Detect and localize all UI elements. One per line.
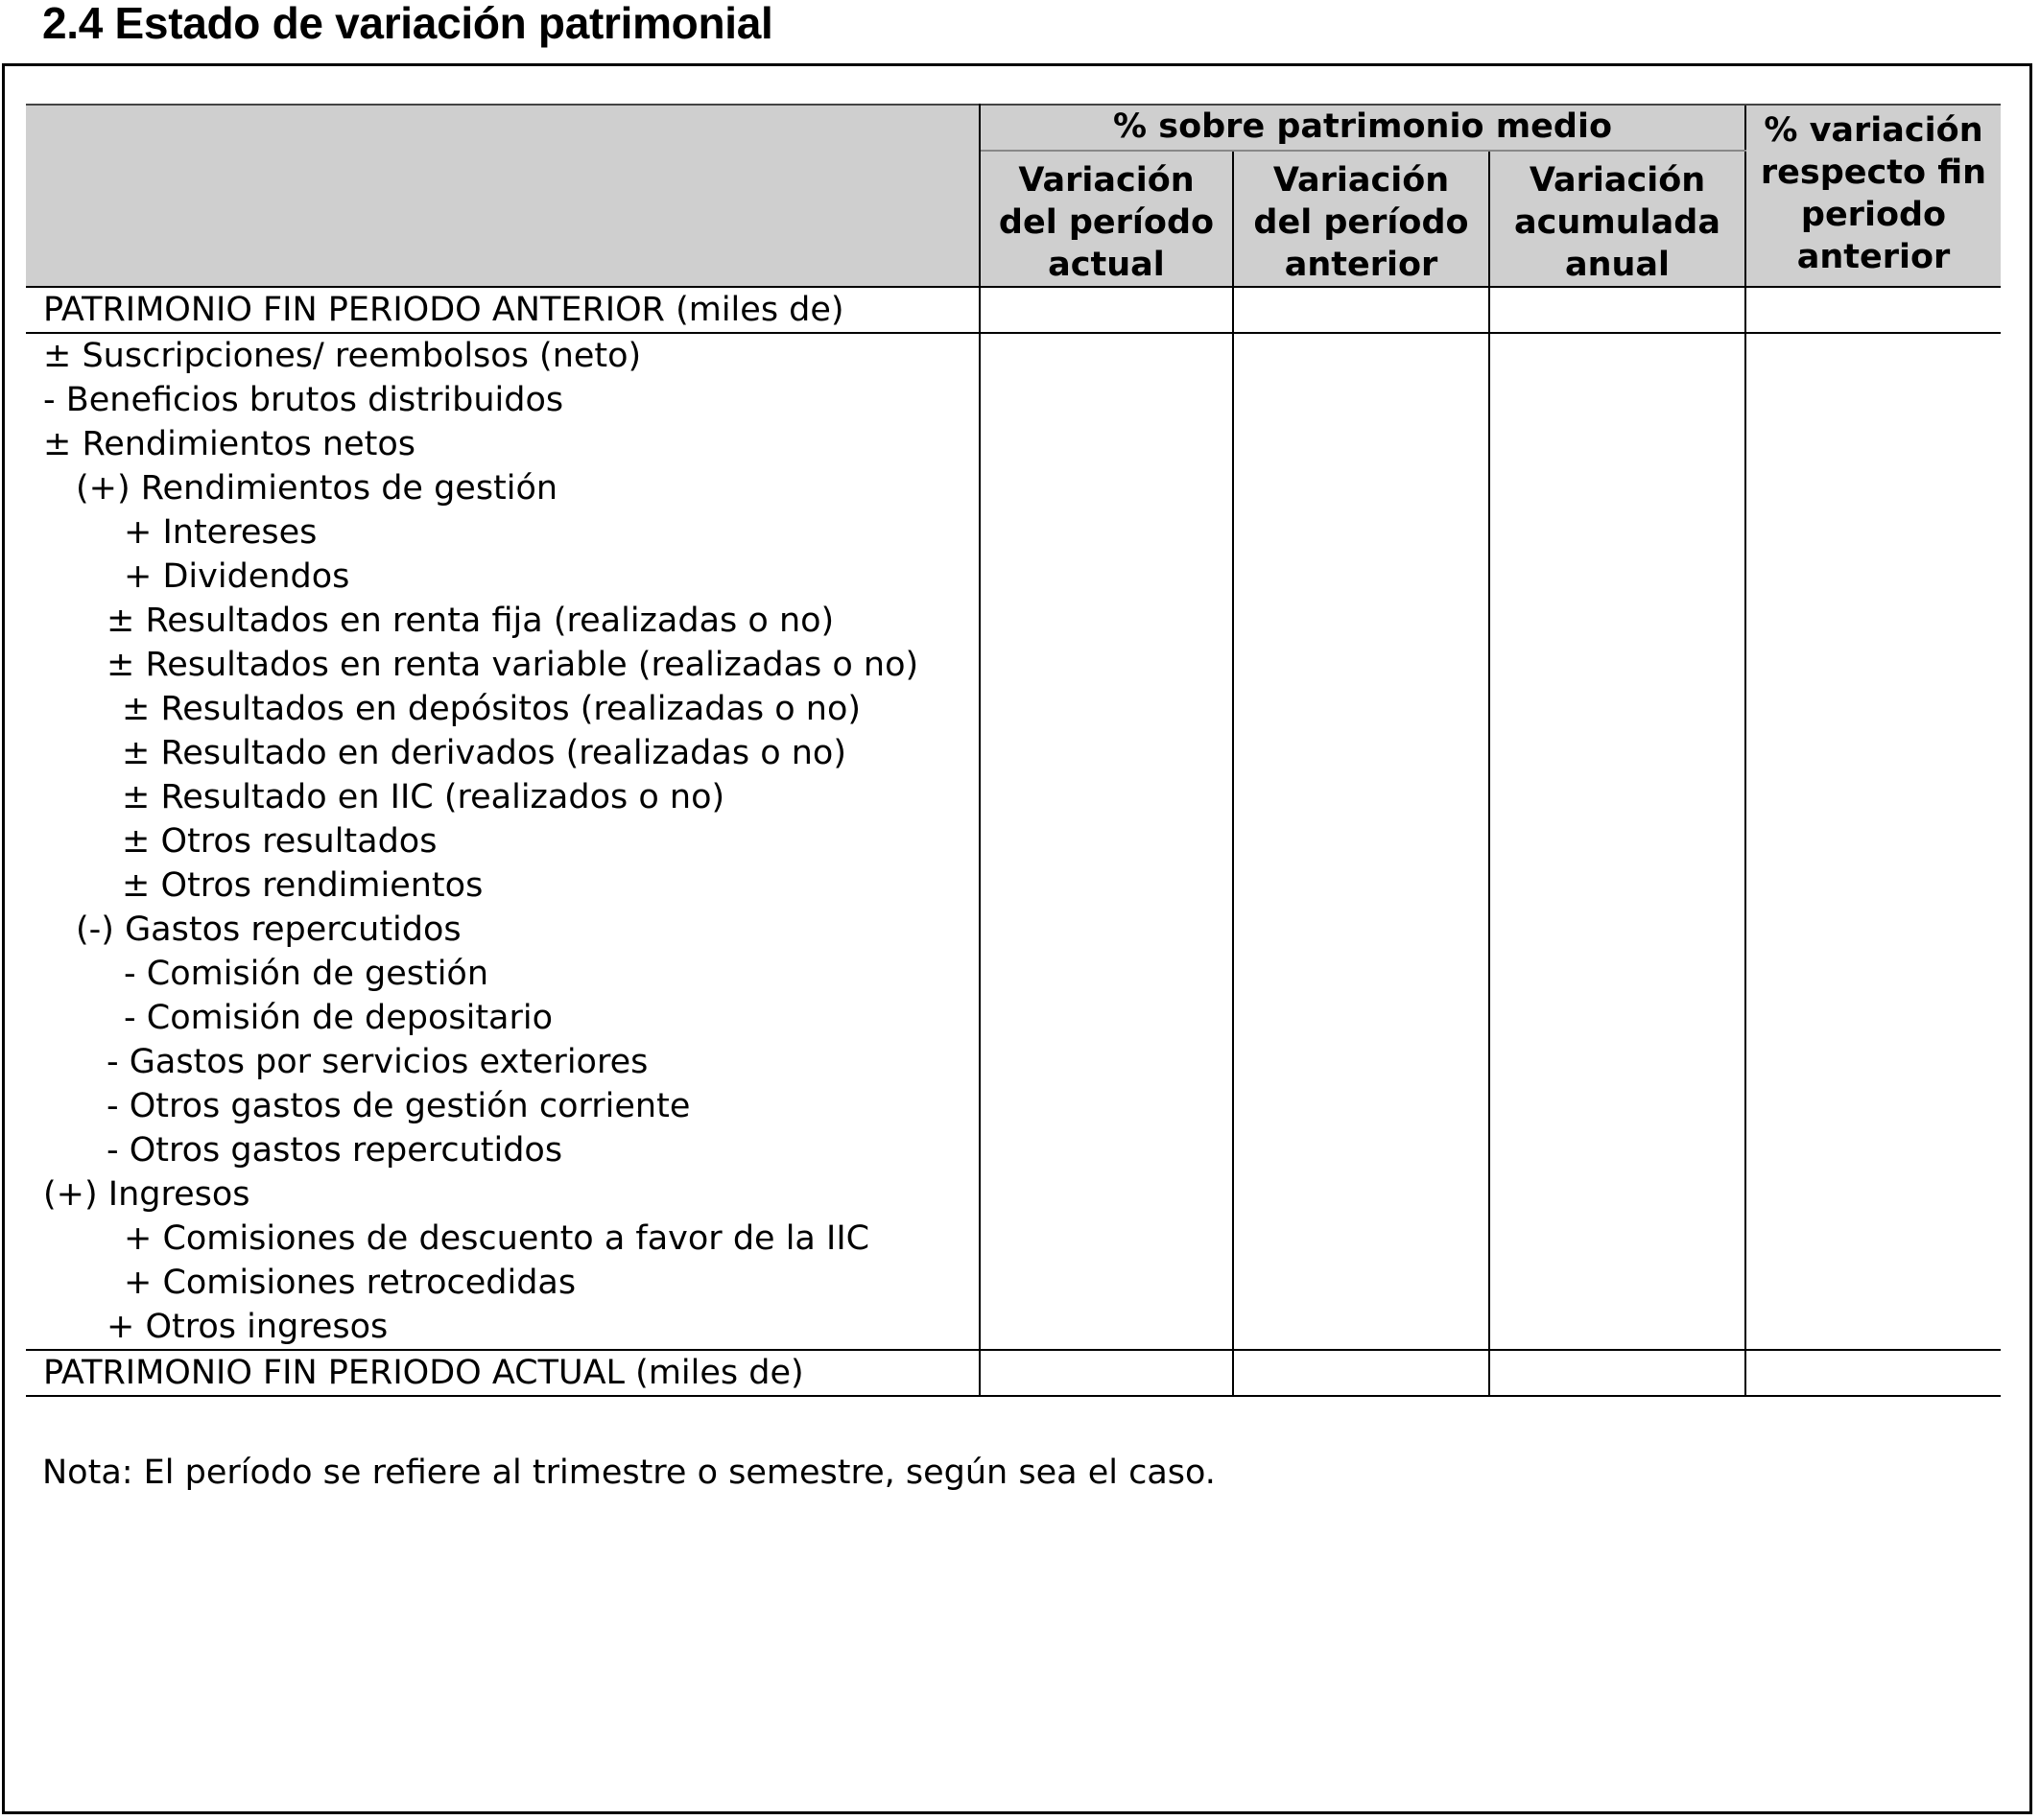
value-column-period-previous[interactable] xyxy=(1233,333,1489,1350)
value-column-cumulative[interactable] xyxy=(1489,333,1745,1350)
variation-table xyxy=(26,104,2001,1397)
header-pct-variation: % variación respecto fin periodo anterior xyxy=(1745,105,2001,287)
list-item: ± Rendimientos netos xyxy=(43,425,415,463)
list-item: (-) Gastos repercutidos xyxy=(76,910,462,949)
table-row-opening xyxy=(26,287,2001,333)
item-labels xyxy=(26,333,980,1350)
list-item: (+) Rendimientos de gestión xyxy=(76,469,558,508)
list-item: + Dividendos xyxy=(124,557,350,596)
value-cell[interactable] xyxy=(980,287,1233,333)
list-item: ± Resultados en renta variable (realizadas o no) xyxy=(107,646,919,684)
section-title: 2.4 Estado de variación patrimonial xyxy=(42,0,773,48)
list-item: - Otros gastos repercutidos xyxy=(107,1131,563,1170)
value-column-pct-variation[interactable] xyxy=(1745,333,2001,1350)
list-item: ± Resultados en renta fija (realizadas o no) xyxy=(107,602,835,640)
value-cell[interactable] xyxy=(1233,1350,1489,1396)
header-col-period-actual: Variación del período actual xyxy=(980,151,1233,287)
list-item: - Comisión de depositario xyxy=(124,999,554,1037)
value-cell[interactable] xyxy=(1489,287,1745,333)
list-item: ± Otros rendimientos xyxy=(122,866,484,905)
list-item: + Intereses xyxy=(124,513,318,552)
list-item: ± Resultado en IIC (realizados o no) xyxy=(122,778,725,816)
list-item: - Beneficios brutos distribuidos xyxy=(43,381,564,419)
value-cell[interactable] xyxy=(1745,1350,2001,1396)
list-item: ± Otros resultados xyxy=(122,822,438,861)
header-blank-cell xyxy=(26,105,980,287)
table-body-block xyxy=(26,333,2001,1350)
header-row-top xyxy=(26,105,2001,151)
footnote: Nota: El período se refiere al trimestre o semestre, según sea el caso. xyxy=(42,1454,1216,1492)
list-item: ± Resultado en derivados (realizadas o no) xyxy=(122,734,846,772)
value-cell[interactable] xyxy=(1745,287,2001,333)
value-cell[interactable] xyxy=(1233,287,1489,333)
list-item: (+) Ingresos xyxy=(43,1175,250,1214)
list-item: ± Resultados en depósitos (realizadas o no) xyxy=(122,690,862,728)
list-item: ± Suscripciones/ reembolsos (neto) xyxy=(43,337,642,375)
value-cell[interactable] xyxy=(980,1350,1233,1396)
list-item: + Comisiones de descuento a favor de la IIC xyxy=(124,1219,870,1258)
table-row-closing xyxy=(26,1350,2001,1396)
header-group-label: % sobre patrimonio medio xyxy=(980,105,1745,151)
opening-label: PATRIMONIO FIN PERIODO ANTERIOR (miles de) xyxy=(26,287,980,333)
header-col-cumulative: Variación acumulada anual xyxy=(1489,151,1745,287)
closing-label: PATRIMONIO FIN PERIODO ACTUAL (miles de) xyxy=(26,1350,980,1396)
value-column-period-actual[interactable] xyxy=(980,333,1233,1350)
value-cell[interactable] xyxy=(1489,1350,1745,1396)
header-col-period-previous: Variación del período anterior xyxy=(1233,151,1489,287)
list-item: - Comisión de gestión xyxy=(124,955,489,993)
list-item: - Gastos por servicios exteriores xyxy=(107,1043,649,1081)
list-item: + Comisiones retrocedidas xyxy=(124,1264,577,1302)
list-item: - Otros gastos de gestión corriente xyxy=(107,1087,691,1125)
list-item: + Otros ingresos xyxy=(107,1308,389,1346)
